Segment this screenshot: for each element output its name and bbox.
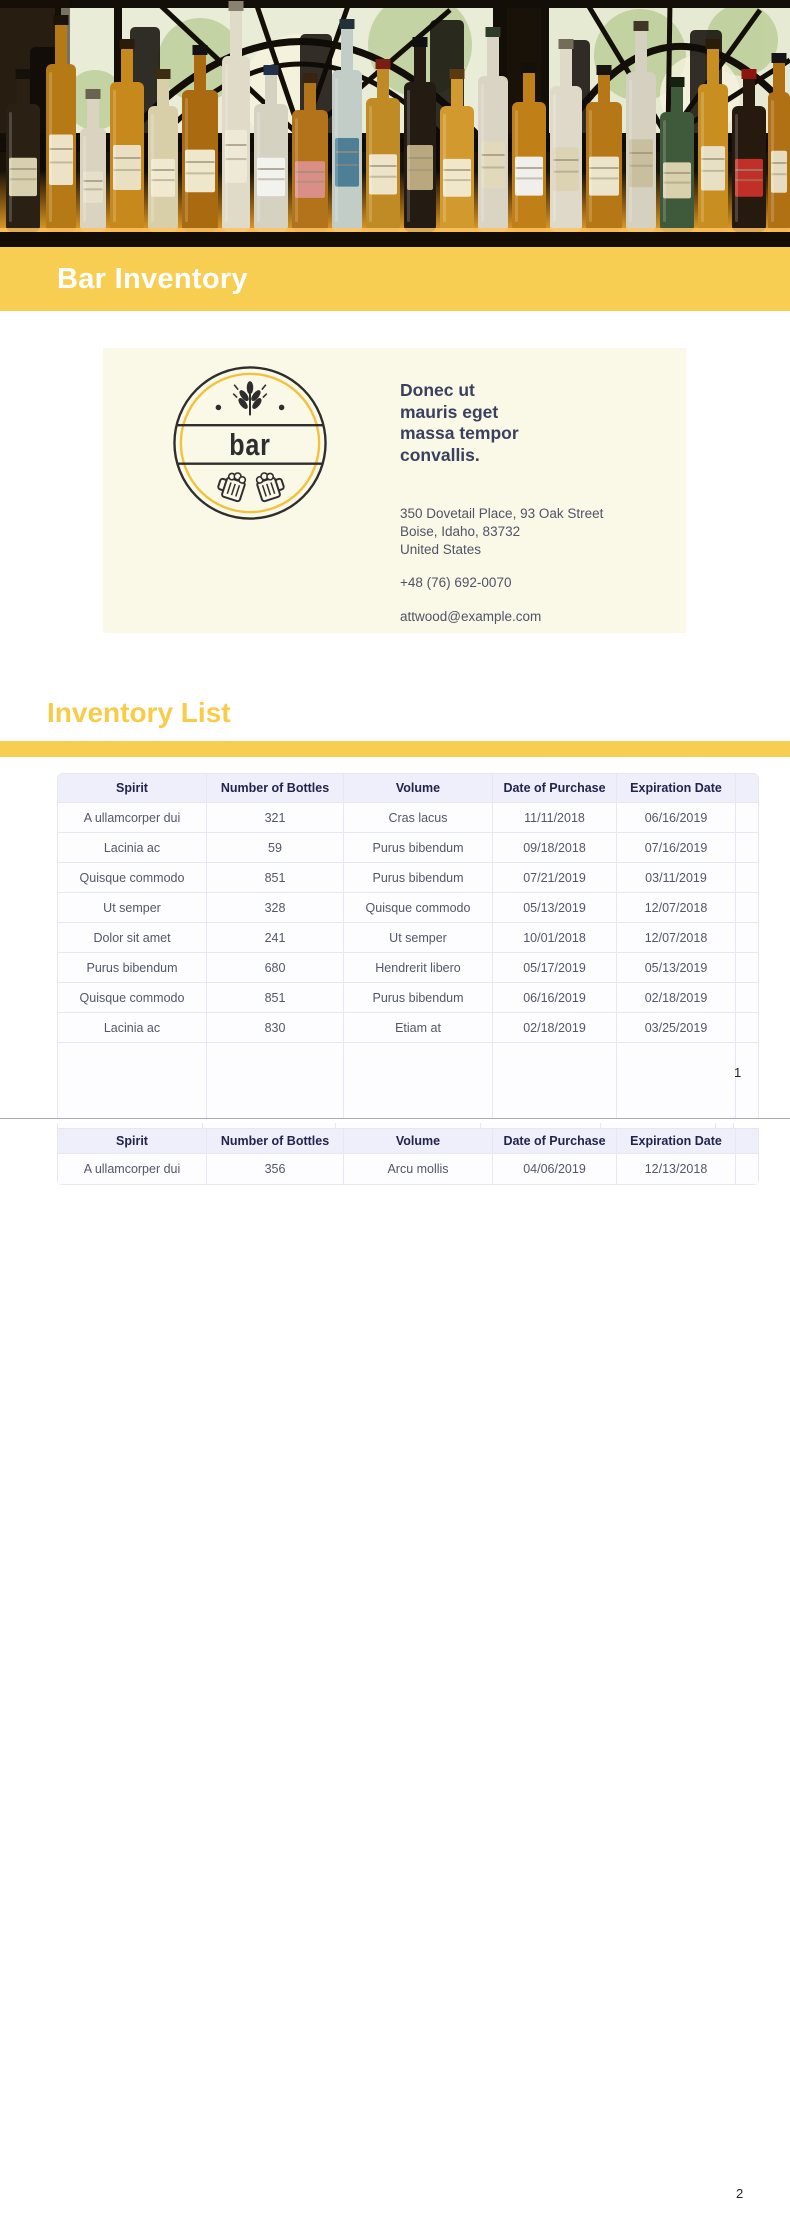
bar-photo-illustration xyxy=(0,0,790,247)
phone-number: +48 (76) 692-0070 xyxy=(400,575,512,590)
table-row xyxy=(58,833,759,863)
page-title: Bar Inventory xyxy=(57,262,248,295)
inventory-table-page2 xyxy=(57,1128,759,1185)
table-cell: Etiam at xyxy=(344,1013,493,1043)
table-cell: 10/01/2018 xyxy=(493,923,617,953)
table-cell: Hendrerit libero xyxy=(344,953,493,983)
table-header-row xyxy=(58,774,759,803)
table-cell-spacer xyxy=(736,863,759,893)
table-cell-spacer xyxy=(736,833,759,863)
tagline: Donec ut mauris eget massa tempor convallis. xyxy=(400,380,519,465)
table-row xyxy=(58,893,759,923)
table-cell: 241 xyxy=(207,923,344,953)
empty-cell xyxy=(207,1043,344,1119)
table-cell: A ullamcorper dui xyxy=(58,1154,207,1185)
table-cell: 02/18/2019 xyxy=(493,1013,617,1043)
business-card xyxy=(103,348,686,633)
beer-mugs-icon xyxy=(216,468,286,501)
column-header-number-of-bottles: Number of Bottles xyxy=(207,774,344,803)
empty-row xyxy=(58,1043,759,1119)
column-header-expiration-date: Expiration Date xyxy=(617,774,736,803)
table-cell: 321 xyxy=(207,803,344,833)
section-title: Inventory List xyxy=(47,697,231,728)
table-cell: Quisque commodo xyxy=(58,983,207,1013)
title-banner xyxy=(0,247,790,311)
empty-cell xyxy=(617,1043,736,1119)
table-cell: 07/21/2019 xyxy=(493,863,617,893)
table-cell: 06/16/2019 xyxy=(617,803,736,833)
table-row xyxy=(58,953,759,983)
table-cell: Quisque commodo xyxy=(344,893,493,923)
column-header-spacer xyxy=(736,774,759,803)
table-cell: 02/18/2019 xyxy=(617,983,736,1013)
table-cell: 851 xyxy=(207,983,344,1013)
table-cell: 12/07/2018 xyxy=(617,893,736,923)
left-dot xyxy=(216,405,222,411)
table-cell: Dolor sit amet xyxy=(58,923,207,953)
table-cell: 328 xyxy=(207,893,344,923)
table-cell: 03/11/2019 xyxy=(617,863,736,893)
table-row xyxy=(58,1154,759,1185)
table-cell: 09/18/2018 xyxy=(493,833,617,863)
column-header-number-of-bottles: Number of Bottles xyxy=(207,1129,344,1154)
table-cell: Purus bibendum xyxy=(344,833,493,863)
accent-bar xyxy=(0,741,790,757)
table-cell: Lacinia ac xyxy=(58,1013,207,1043)
table-cell: Purus bibendum xyxy=(58,953,207,983)
table-cell: Cras lacus xyxy=(344,803,493,833)
column-header-date-of-purchase: Date of Purchase xyxy=(493,774,617,803)
table-cell: 59 xyxy=(207,833,344,863)
table-cell: 05/17/2019 xyxy=(493,953,617,983)
table-row xyxy=(58,983,759,1013)
table-cell: 830 xyxy=(207,1013,344,1043)
table-cell: Ut semper xyxy=(58,893,207,923)
address xyxy=(400,505,603,559)
table-cell: Arcu mollis xyxy=(344,1154,493,1185)
table-cell-spacer xyxy=(736,1154,759,1185)
table-cell-spacer xyxy=(736,953,759,983)
column-header-spacer xyxy=(736,1129,759,1154)
table-row xyxy=(58,923,759,953)
table-cell: 11/11/2018 xyxy=(493,803,617,833)
empty-cell xyxy=(58,1043,207,1119)
right-dot xyxy=(279,405,285,411)
table-cell: 05/13/2019 xyxy=(493,893,617,923)
table-cell: A ullamcorper dui xyxy=(58,803,207,833)
column-header-date-of-purchase: Date of Purchase xyxy=(493,1129,617,1154)
table-cell: Lacinia ac xyxy=(58,833,207,863)
table-header-row xyxy=(58,1129,759,1154)
table-cell: Quisque commodo xyxy=(58,863,207,893)
address-line-2: Boise, Idaho, 83732 xyxy=(400,524,521,539)
table-cell: 851 xyxy=(207,863,344,893)
wheat-icon xyxy=(233,382,267,416)
table-cell: 03/25/2019 xyxy=(617,1013,736,1043)
empty-cell xyxy=(344,1043,493,1119)
table-cell: 356 xyxy=(207,1154,344,1185)
address-line-1: 350 Dovetail Place, 93 Oak Street xyxy=(400,506,604,521)
bar-bottles-photo xyxy=(0,0,790,247)
logo-text: bar xyxy=(229,427,271,462)
table-cell-spacer xyxy=(736,923,759,953)
table-row xyxy=(58,863,759,893)
empty-cell xyxy=(736,1043,759,1119)
email-address: attwood@example.com xyxy=(400,609,542,624)
table-cell: 05/13/2019 xyxy=(617,953,736,983)
table-cell: 06/16/2019 xyxy=(493,983,617,1013)
bar-logo xyxy=(171,364,329,522)
table-cell: 04/06/2019 xyxy=(493,1154,617,1185)
page-number-1: 1 xyxy=(734,1065,742,1080)
table-row xyxy=(58,1013,759,1043)
table-cell: Purus bibendum xyxy=(344,863,493,893)
inventory-table-page1 xyxy=(57,773,759,1119)
column-header-volume: Volume xyxy=(344,1129,493,1154)
table-cell-spacer xyxy=(736,1013,759,1043)
table-cell: 680 xyxy=(207,953,344,983)
table-cell-spacer xyxy=(736,983,759,1013)
table-cell: Purus bibendum xyxy=(344,983,493,1013)
column-header-volume: Volume xyxy=(344,774,493,803)
page-number-2: 2 xyxy=(736,2186,744,2201)
address-line-3: United States xyxy=(400,542,482,557)
table-cell: 07/16/2019 xyxy=(617,833,736,863)
column-header-spirit: Spirit xyxy=(58,1129,207,1154)
table-row xyxy=(58,803,759,833)
table-cell-spacer xyxy=(736,893,759,923)
inventory-table-page2-wrap xyxy=(57,1128,759,1185)
inventory-table-page1-wrap xyxy=(57,773,759,1119)
table-cell: Ut semper xyxy=(344,923,493,953)
page-break-line xyxy=(0,1118,790,1119)
table-cell: 12/07/2018 xyxy=(617,923,736,953)
table-cell: 12/13/2018 xyxy=(617,1154,736,1185)
column-header-spirit: Spirit xyxy=(58,774,207,803)
empty-cell xyxy=(493,1043,617,1119)
table-cell-spacer xyxy=(736,803,759,833)
column-header-expiration-date: Expiration Date xyxy=(617,1129,736,1154)
